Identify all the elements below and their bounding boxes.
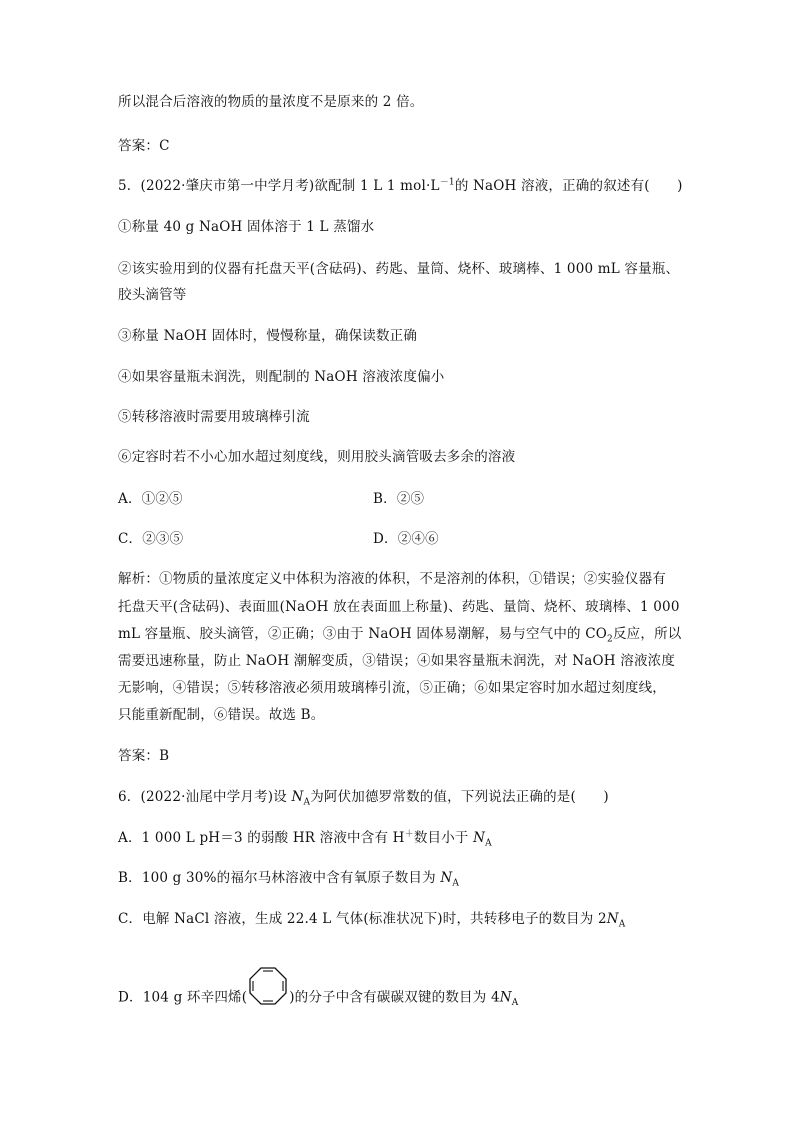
option-6-a: A．1 000 L pH＝3 的弱酸 HR 溶液中含有 H＋数目小于 $N_A$ bbox=[118, 829, 492, 849]
statement-4: ④如果容量瓶未润洗，则配制的 NaOH 溶液浓度偏小 bbox=[118, 369, 445, 385]
explanation-line-2: 托盘天平(含砝码)、表面皿(NaOH 放在表面皿上称量)、药匙、量筒、烧杯、玻璃棒、1 000 bbox=[118, 599, 680, 615]
statement-2-cont: 胶头滴管等 bbox=[118, 287, 187, 303]
explanation-line-4: 需要迅速称量，防止 NaOH 潮解变质，③错误；④如果容量瓶未润洗，对 NaOH 溶液浓度 bbox=[118, 653, 676, 669]
explanation-line-1: 解析：①物质的量浓度定义中体积为溶液的体积，不是溶剂的体积，①错误；②实验仪器有 bbox=[118, 571, 666, 587]
choice-c: C．②③⑤ bbox=[118, 531, 184, 547]
statement-2: ②该实验用到的仪器有托盘天平(含砝码)、药匙、量筒、烧杯、玻璃棒、1 000 mL 容量瓶、 bbox=[118, 261, 680, 277]
choice-a: A．①②⑤ bbox=[118, 491, 183, 507]
option-6-c: C．电解 NaCl 溶液，生成 22.4 L 气体(标准状况下)时，共转移电子的数目为 $2N_A$ bbox=[118, 911, 626, 930]
choice-b: B．②⑤ bbox=[373, 491, 425, 507]
option-6-d: D．104 g 环辛四烯( )的分子中含有碳碳双键的数目为 $4N_A$ bbox=[118, 978, 518, 1018]
question-6-stem: 6．(2022·汕尾中学月考)设 $N_A$为阿伏加德罗常数的值，下列说法正确的是( ) bbox=[118, 789, 609, 808]
text-line-carryover: 所以混合后溶液的物质的量浓度不是原来的 2 倍。 bbox=[118, 94, 424, 110]
explanation-line-5: 无影响，④错误；⑤转移溶液必须用玻璃棒引流，⑤正确；⑥如果定容时加水超过刻度线， bbox=[118, 680, 666, 696]
choice-d: D．②④⑥ bbox=[373, 531, 439, 547]
statement-3: ③称量 NaOH 固体时，慢慢称量，确保读数正确 bbox=[118, 328, 418, 344]
statement-5: ⑤转移溶液时需要用玻璃棒引流 bbox=[118, 409, 310, 425]
question-5-stem: 5．(2022·肇庆市第一中学月考)欲配制 1 L 1 $mol\cdot L^{-1}$的 NaOH 溶液，正确的叙述有( ) bbox=[118, 177, 683, 194]
cyclooctatetraene-structure-icon bbox=[248, 966, 288, 1006]
statement-6: ⑥定容时若不小心加水超过刻度线，则用胶头滴管吸去多余的溶液 bbox=[118, 449, 516, 465]
option-6-b: B．100 g 30%的福尔马林溶液中含有氧原子数目为 $N_A$ bbox=[118, 870, 460, 889]
statement-1: ①称量 40 g NaOH 固体溶于 1 L 蒸馏水 bbox=[118, 219, 375, 235]
answer-1: 答案：C bbox=[118, 138, 170, 154]
answer-2: 答案：B bbox=[118, 748, 170, 764]
explanation-line-3: mL 容量瓶、胶头滴管，②正确；③由于 NaOH 固体易潮解，易与空气中的 $CO_2$反应，所以 bbox=[118, 626, 682, 645]
explanation-line-6: 只能重新配制，⑥错误。故选 B。 bbox=[118, 707, 325, 723]
